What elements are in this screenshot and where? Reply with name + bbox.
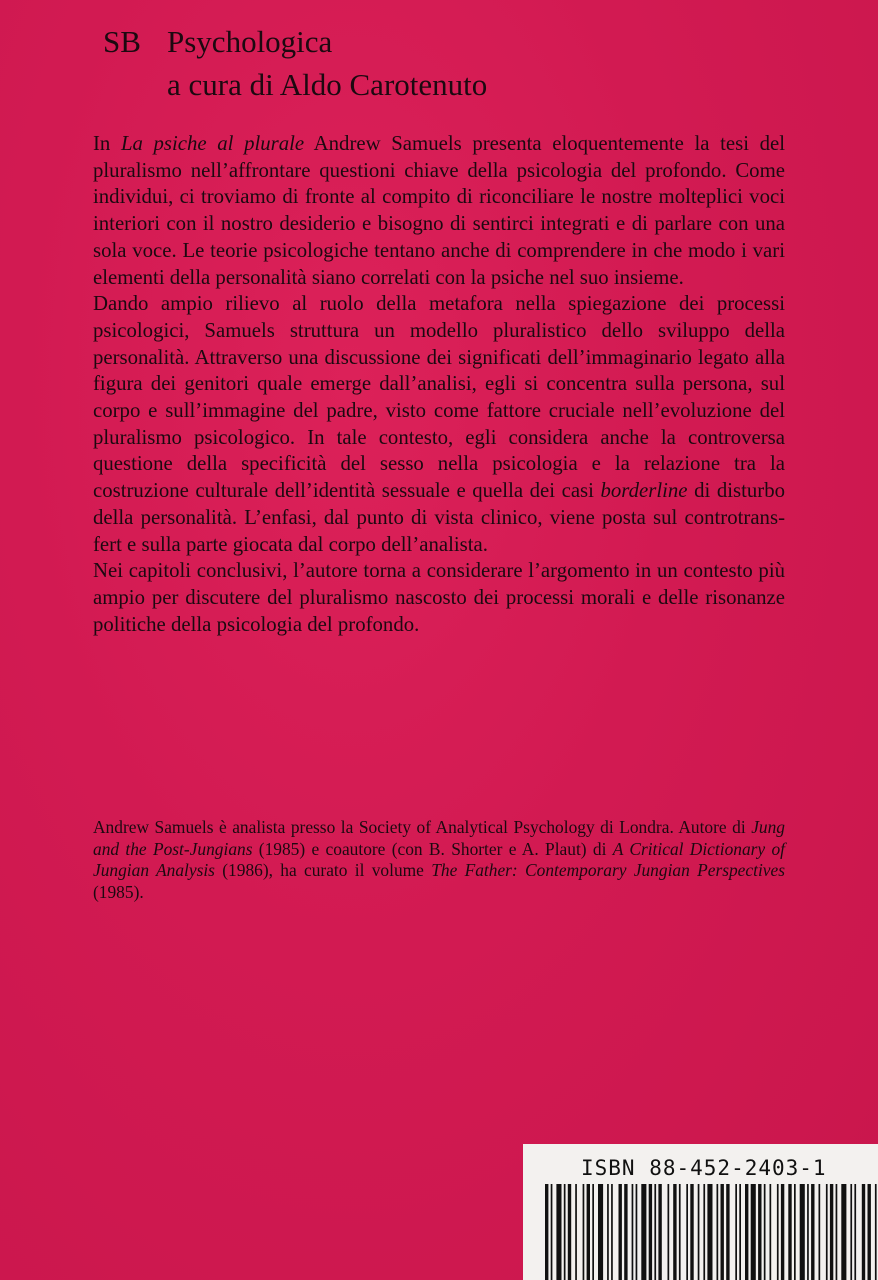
bio-text: (1986), ha curato il volume <box>214 860 432 880</box>
barcode-image <box>545 1184 878 1280</box>
series-line <box>103 22 487 62</box>
barcode-bar <box>583 1184 585 1280</box>
description-paragraph-2 <box>93 291 785 558</box>
barcode-bar <box>800 1184 805 1280</box>
barcode-bar <box>836 1184 838 1280</box>
barcode-bar <box>717 1184 719 1280</box>
cover-header <box>103 22 487 105</box>
barcode-bar <box>668 1184 670 1280</box>
barcode-bar <box>830 1184 833 1280</box>
bio-book-title: Jung and the Post-Jungians <box>93 817 785 859</box>
barcode-bar <box>654 1184 656 1280</box>
barcode-bar <box>788 1184 791 1280</box>
barcode-bar <box>777 1184 779 1280</box>
barcode-bar <box>703 1184 705 1280</box>
barcode-bar <box>673 1184 676 1280</box>
barcode-bar <box>698 1184 700 1280</box>
barcode-bar <box>826 1184 828 1280</box>
barcode-bar <box>735 1184 737 1280</box>
barcode-bar <box>758 1184 761 1280</box>
barcode-bar <box>575 1184 577 1280</box>
bio-text: (1985) e coautore (con B. Shorter e A. Plaut) di <box>252 838 613 859</box>
description-paragraph-3: Nei capitoli conclusivi, l’autore torna a considerare l’argomento in un contesto più ampio per discutere del pluralismo nascosto dei processi morali e delle risonanze politiche della psicologia del profondo. <box>93 559 785 636</box>
barcode-bar <box>587 1184 590 1280</box>
barcode-bar <box>624 1184 627 1280</box>
barcode-bar <box>707 1184 712 1280</box>
isbn-barcode-box <box>523 1144 878 1280</box>
barcode-bar <box>611 1184 613 1280</box>
description-text: Andrew Samuels presenta eloquentemente la tesi del pluralismo nell’affrontare questioni chiave della psicologia del profondo. Come individui, ci troviamo di fronte al compito di riconciliare le nostre molteplici voci interiori con il nostro desiderio e bisogno di sentirci integrati e di parlare con una sola voce. Le teorie psicologiche tentano anche di comprendere in che modo i vari elementi della personalità siano correlati con la psiche nel suo insieme. <box>93 132 786 289</box>
barcode-bar <box>619 1184 622 1280</box>
bio-book-title: The Father: Contemporary Jungian Perspectives <box>431 860 785 880</box>
barcode-bar <box>649 1184 652 1280</box>
barcode-bar <box>545 1184 548 1280</box>
barcode-bar <box>811 1184 814 1280</box>
barcode-bar <box>781 1184 784 1280</box>
barcode-bar <box>658 1184 661 1280</box>
barcode-bar <box>807 1184 809 1280</box>
barcode-bar <box>636 1184 638 1280</box>
description-text: In <box>93 132 121 155</box>
barcode-bar <box>854 1184 856 1280</box>
author-bio <box>93 817 785 903</box>
barcode-bar <box>551 1184 553 1280</box>
barcode-bar <box>592 1184 594 1280</box>
book-title: La psiche al plurale <box>120 132 305 155</box>
italic-term: borderline <box>600 479 688 503</box>
barcode-bar <box>850 1184 852 1280</box>
bio-text: (1985). <box>93 881 144 902</box>
author-bio-paragraph <box>93 817 785 903</box>
barcode-bar <box>745 1184 748 1280</box>
series-code: SB <box>103 24 141 59</box>
barcode-bar <box>690 1184 693 1280</box>
barcode-bar <box>764 1184 766 1280</box>
barcode-bar <box>721 1184 724 1280</box>
barcode-bar <box>726 1184 729 1280</box>
bio-book-title: A Critical Dictionary of Jungian Analysis <box>93 838 785 880</box>
barcode-bar <box>862 1184 865 1280</box>
barcode-bar <box>739 1184 741 1280</box>
barcode-bar <box>819 1184 821 1280</box>
description-text: Dando ampio rilievo al ruolo della metafora nella spiegazione dei processi psicologici, Samuels struttura un modello pluralistico dello sviluppo della personalità. Attraverso una discussione dei significati dell’immaginario legato alla figura dei genitori quale emerge dall’analisi, egli si concentra sulla persona, sul corpo e sull’immagine del padre, visto come fattore cruciale nell’evoluzione del pluralismo psicologico. In tale contesto, egli considera anche la controversa questione della specificità del sesso nella psicologia e la relazione tra la costruzione culturale dell’identità sessuale e quella dei casi <box>93 292 785 503</box>
bio-text: Andrew Samuels è analista presso la Society of Analytical Psychology di Londra. Autore di <box>93 817 752 837</box>
barcode-bar <box>794 1184 796 1280</box>
barcode-bar <box>607 1184 609 1280</box>
series-name: Psychologica <box>167 24 333 59</box>
barcode-bar <box>679 1184 681 1280</box>
description-paragraph-1 <box>93 131 785 291</box>
barcode-bar <box>641 1184 646 1280</box>
barcode-bar <box>868 1184 871 1280</box>
barcode-bar <box>686 1184 688 1280</box>
barcode-bar <box>556 1184 561 1280</box>
description-text: di disturbo della personalità. L’enfasi, dal punto di vista clinico, viene posta sul controtransfert e sulla parte giocata dal corpo dell’analista. <box>93 479 785 556</box>
barcode-bar <box>598 1184 603 1280</box>
isbn-label: ISBN 88-452-2403-1 <box>581 1156 827 1180</box>
series-editor: a cura di Aldo Carotenuto <box>167 67 488 102</box>
barcode-bar <box>568 1184 571 1280</box>
barcode-bar <box>770 1184 772 1280</box>
barcode-bar <box>875 1184 877 1280</box>
barcode-bar <box>751 1184 756 1280</box>
barcode-bar <box>841 1184 846 1280</box>
barcode-bar <box>632 1184 634 1280</box>
barcode-bar <box>564 1184 566 1280</box>
book-description <box>93 131 785 638</box>
